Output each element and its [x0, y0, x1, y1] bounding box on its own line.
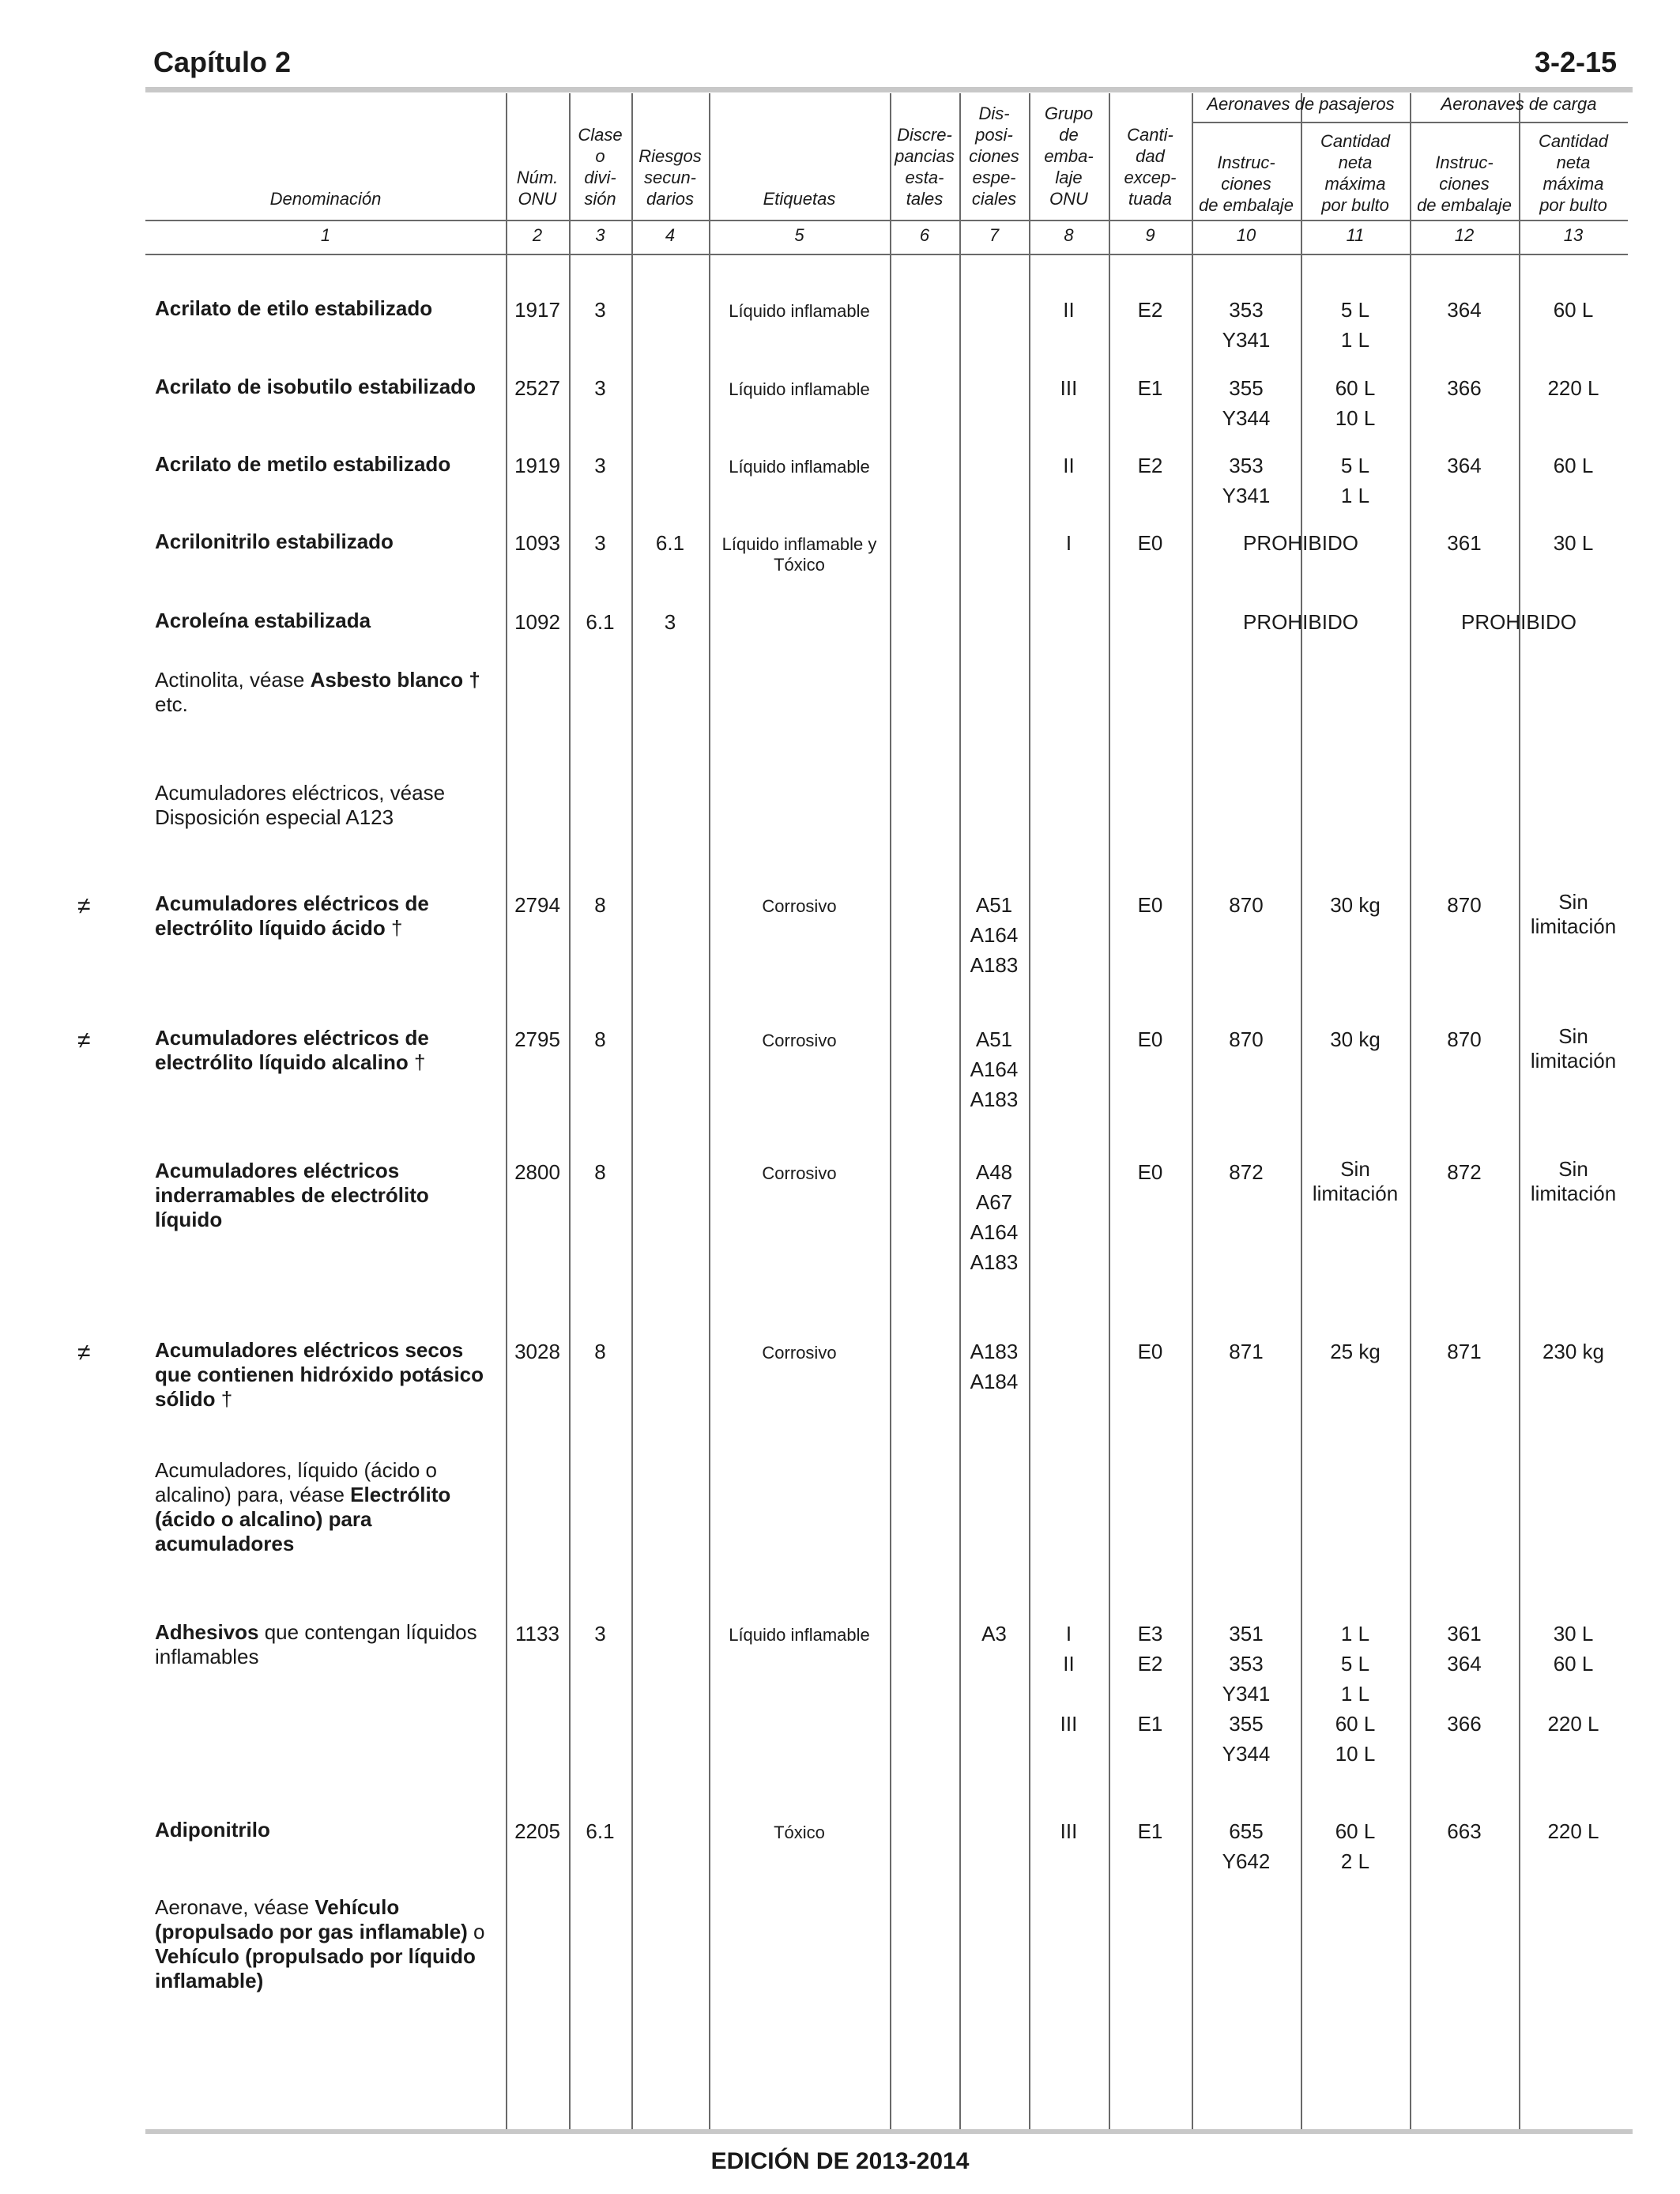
un-number: 2795: [514, 1027, 560, 1051]
pq-value: 60 L: [1335, 1712, 1376, 1736]
pi-value: 353: [1229, 298, 1264, 322]
un-number: 2527: [514, 376, 560, 400]
header-etiquetas: Etiquetas: [763, 189, 836, 209]
eq-value: E2: [1137, 298, 1163, 322]
revision-mark: ≠: [77, 893, 91, 919]
cq-value: Sin limitación: [1530, 1024, 1617, 1072]
pi-value: Y344: [1222, 1742, 1271, 1766]
column-number: 5: [794, 225, 804, 245]
eq-value: E0: [1137, 1340, 1163, 1363]
header-pasajeros: Aeronaves de pasajeros: [1207, 94, 1395, 114]
cq-value: Sin limitación: [1530, 890, 1617, 938]
column-number: 7: [989, 225, 1000, 245]
un-number: 1919: [514, 454, 560, 477]
column-number: 12: [1454, 225, 1475, 245]
hazard-label: Tóxico: [774, 1823, 825, 1842]
cq-value: 220 L: [1547, 1712, 1599, 1736]
pg-value: II: [1063, 454, 1075, 477]
sp-value: A67: [975, 1190, 1013, 1214]
passenger-prohibited: PROHIBIDO: [1243, 610, 1358, 634]
name-part: Vehículo (propulsado por líquido inflamable): [155, 1944, 476, 1992]
pg-value: III: [1060, 376, 1078, 400]
sp-value: A51: [975, 1027, 1013, 1051]
class-division: 6.1: [586, 1819, 615, 1843]
header-denominacion: Denominación: [269, 189, 382, 209]
pq-value: 1 L: [1340, 1682, 1370, 1706]
pi-value: Y341: [1222, 1682, 1271, 1706]
class-division: 6.1: [586, 610, 615, 634]
eq-value: E3: [1137, 1622, 1163, 1646]
substance-name: [155, 1458, 495, 1556]
eq-value: E1: [1137, 376, 1163, 400]
name-part: Adiponitrilo: [155, 1818, 270, 1842]
substance-name: [155, 1338, 495, 1412]
class-division: 3: [594, 298, 606, 322]
pg-value: III: [1060, 1819, 1078, 1843]
page-number: 3-2-15: [1534, 46, 1617, 78]
name-part: Acrilato de etilo estabilizado: [155, 296, 433, 320]
pq-value: 10 L: [1335, 406, 1376, 430]
top-rule: [145, 87, 1633, 92]
header-pass-cantidad: Cantidad neta máxima por bulto: [1320, 131, 1391, 215]
pq-value: 1 L: [1340, 484, 1370, 507]
class-division: 3: [594, 1622, 606, 1646]
sp-value: A184: [970, 1370, 1019, 1393]
cq-value: Sin limitación: [1530, 1157, 1617, 1205]
pq-value: 30 kg: [1330, 893, 1381, 917]
column-number: 8: [1064, 225, 1074, 245]
ci-value: 870: [1447, 893, 1482, 917]
name-part: Acrilato de isobutilo estabilizado: [155, 375, 476, 398]
name-part: Acumuladores eléctricos secos que contienen hidróxido potásico sólido: [155, 1338, 484, 1411]
pi-value: 870: [1229, 1027, 1264, 1051]
sp-value: A183: [970, 953, 1019, 977]
hazard-label: Líquido inflamable: [729, 1625, 870, 1645]
name-part: Acumuladores eléctricos de electrólito líquido alcalino: [155, 1026, 429, 1074]
ci-value: 871: [1447, 1340, 1482, 1363]
column-number: 3: [595, 225, 605, 245]
bottom-rule: [145, 2129, 1633, 2134]
class-division: 8: [594, 1340, 606, 1363]
cq-value: 230 kg: [1542, 1340, 1605, 1363]
hazard-label: Líquido inflamable: [729, 457, 870, 477]
name-part: †: [385, 916, 403, 940]
pq-value: 5 L: [1340, 454, 1370, 477]
revision-mark: ≠: [77, 1340, 91, 1366]
pi-value: 871: [1229, 1340, 1264, 1363]
sp-value: A183: [970, 1340, 1019, 1363]
name-part: Asbesto blanco †: [310, 668, 480, 692]
cq-value: 220 L: [1547, 1819, 1599, 1843]
ci-value: 361: [1447, 531, 1482, 555]
ci-value: 366: [1447, 376, 1482, 400]
pi-value: Y341: [1222, 328, 1271, 352]
pi-value: 351: [1229, 1622, 1264, 1646]
class-division: 3: [594, 531, 606, 555]
ci-value: 364: [1447, 1652, 1482, 1676]
name-part: Actinolita, véase: [155, 668, 311, 692]
column-number: 1: [320, 225, 331, 245]
header-disposiciones: Dis- posi- ciones espe- ciales: [969, 104, 1019, 209]
column-number: 9: [1145, 225, 1155, 245]
name-part: etc.: [155, 692, 188, 716]
ci-value: 366: [1447, 1712, 1482, 1736]
revision-mark: ≠: [77, 1027, 91, 1054]
name-part: †: [215, 1387, 233, 1411]
header-discrepancias: Discre- pancias esta- tales: [895, 125, 955, 209]
sp-value: A164: [970, 1057, 1019, 1081]
class-division: 8: [594, 1027, 606, 1051]
header-num-onu: Núm. ONU: [516, 168, 559, 209]
pi-value: Y341: [1222, 484, 1271, 507]
substance-name: [155, 1026, 495, 1075]
un-number: 1093: [514, 531, 560, 555]
eq-value: E2: [1137, 454, 1163, 477]
sp-value: A48: [975, 1160, 1013, 1184]
column-number: 2: [532, 225, 543, 245]
un-number: 1092: [514, 610, 560, 634]
pi-value: 655: [1229, 1819, 1264, 1843]
substance-name: [155, 530, 495, 554]
substance-name: [155, 781, 495, 830]
header-carga: Aeronaves de carga: [1441, 94, 1597, 114]
class-division: 8: [594, 893, 606, 917]
pq-value: 10 L: [1335, 1742, 1376, 1766]
hazard-label: Líquido inflamable y Tóxico: [721, 534, 877, 575]
eq-value: E0: [1137, 531, 1163, 555]
column-number: 6: [919, 225, 930, 245]
pi-value: 872: [1229, 1160, 1264, 1184]
un-number: 1917: [514, 298, 560, 322]
hazard-label: Corrosivo: [762, 1031, 837, 1050]
sp-value: A51: [975, 893, 1013, 917]
name-part: Acumuladores eléctricos inderramables de electrólito líquido: [155, 1159, 429, 1231]
substance-name: [155, 375, 495, 399]
un-number: 3028: [514, 1340, 560, 1363]
pq-value: 2 L: [1340, 1849, 1370, 1873]
sp-value: A164: [970, 1220, 1019, 1244]
ci-value: 364: [1447, 298, 1482, 322]
subsidiary-risk: 3: [664, 610, 676, 634]
header-pass-instrucciones: Instruc- ciones de embalaje: [1199, 153, 1294, 215]
header-grupo: Grupo de emba- laje ONU: [1044, 104, 1094, 209]
substance-name: [155, 296, 495, 321]
pq-value: 60 L: [1335, 1819, 1376, 1843]
substance-name: [155, 609, 495, 633]
cq-value: 60 L: [1553, 1652, 1594, 1676]
pq-value: Sin limitación: [1312, 1157, 1399, 1205]
sp-value: A183: [970, 1088, 1019, 1111]
un-number: 1133: [515, 1622, 559, 1646]
name-part: †: [408, 1050, 426, 1074]
ci-value: 361: [1447, 1622, 1482, 1646]
name-part: Acrilonitrilo estabilizado: [155, 530, 394, 553]
eq-value: E2: [1137, 1652, 1163, 1676]
pi-value: 355: [1229, 376, 1264, 400]
name-part: Acrilato de metilo estabilizado: [155, 452, 451, 476]
sp-value: A3: [981, 1622, 1007, 1646]
name-part: Acumuladores eléctricos, véase Disposición especial A123: [155, 781, 446, 829]
eq-value: E1: [1137, 1712, 1163, 1736]
header-cantidad-exceptuada: Canti- dad excep- tuada: [1124, 125, 1177, 209]
column-number: 10: [1236, 225, 1256, 245]
substance-name: [155, 452, 495, 477]
pi-value: Y642: [1222, 1849, 1271, 1873]
eq-value: E0: [1137, 893, 1163, 917]
eq-value: E1: [1137, 1819, 1163, 1843]
name-part: o: [467, 1920, 485, 1943]
substance-name: [155, 1159, 495, 1232]
column-number: 11: [1346, 225, 1365, 245]
pq-value: 1 L: [1340, 328, 1370, 352]
eq-value: E0: [1137, 1027, 1163, 1051]
ci-value: 872: [1447, 1160, 1482, 1184]
passenger-prohibited: PROHIBIDO: [1243, 531, 1358, 555]
pi-value: 353: [1229, 1652, 1264, 1676]
substance-name: [155, 668, 495, 717]
name-part: Acumuladores, líquido (ácido o alcalino) para, véase: [155, 1458, 437, 1506]
sp-value: A183: [970, 1250, 1019, 1274]
column-number: 4: [665, 225, 676, 245]
hazard-label: Líquido inflamable: [729, 379, 870, 399]
pq-value: 25 kg: [1330, 1340, 1381, 1363]
class-division: 3: [594, 376, 606, 400]
un-number: 2794: [514, 893, 560, 917]
pq-value: 30 kg: [1330, 1027, 1381, 1051]
name-part: Acumuladores eléctricos de electrólito líquido ácido: [155, 892, 429, 940]
un-number: 2800: [514, 1160, 560, 1184]
name-part: Aeronave, véase: [155, 1895, 315, 1919]
name-part: Electrólito (ácido o alcalino) para acumuladores: [155, 1483, 451, 1555]
substance-name: [155, 1895, 495, 1993]
pg-value: II: [1063, 1652, 1075, 1676]
pg-value: II: [1063, 298, 1075, 322]
substance-name: [155, 1818, 495, 1842]
name-part: Vehículo (propulsado por gas inflamable): [155, 1895, 468, 1943]
pg-value: I: [1065, 531, 1072, 555]
header-clase: Clase o divi- sión: [578, 125, 623, 209]
class-division: 3: [594, 454, 606, 477]
header-riesgos: Riesgos secun- darios: [638, 146, 702, 209]
pg-value: I: [1065, 1622, 1072, 1646]
pq-value: 60 L: [1335, 376, 1376, 400]
pq-value: 1 L: [1340, 1622, 1370, 1646]
cq-value: 60 L: [1553, 454, 1594, 477]
name-part: Acroleína estabilizada: [155, 609, 371, 632]
hazard-label: Corrosivo: [762, 1163, 837, 1183]
cargo-prohibited: PROHIBIDO: [1461, 610, 1576, 634]
header-cargo-cantidad: Cantidad neta máxima por bulto: [1538, 131, 1609, 215]
substance-name: [155, 892, 495, 941]
cq-value: 220 L: [1547, 376, 1599, 400]
eq-value: E0: [1137, 1160, 1163, 1184]
pi-value: 355: [1229, 1712, 1264, 1736]
pi-value: Y344: [1222, 406, 1271, 430]
edition-footer: EDICIÓN DE 2013-2014: [710, 2148, 970, 2174]
hazard-label: Líquido inflamable: [729, 301, 870, 321]
column-number: 13: [1563, 225, 1584, 245]
un-number: 2205: [514, 1819, 560, 1843]
ci-value: 663: [1447, 1819, 1482, 1843]
cq-value: 60 L: [1553, 298, 1594, 322]
header-cargo-instrucciones: Instruc- ciones de embalaje: [1417, 153, 1512, 215]
pq-value: 5 L: [1340, 1652, 1370, 1676]
pi-value: 870: [1229, 893, 1264, 917]
cq-value: 30 L: [1553, 1622, 1594, 1646]
name-part: Adhesivos: [155, 1620, 259, 1644]
cq-value: 30 L: [1553, 531, 1594, 555]
pq-value: 5 L: [1340, 298, 1370, 322]
sp-value: A164: [970, 923, 1019, 947]
pg-value: III: [1060, 1712, 1078, 1736]
name-part: que contengan líquidos inflamables: [155, 1620, 477, 1668]
subsidiary-risk: 6.1: [655, 531, 685, 555]
chapter-title: Capítulo 2: [153, 46, 292, 78]
hazard-label: Corrosivo: [762, 896, 837, 916]
substance-name: [155, 1620, 495, 1669]
class-division: 8: [594, 1160, 606, 1184]
ci-value: 364: [1447, 454, 1482, 477]
pi-value: 353: [1229, 454, 1264, 477]
ci-value: 870: [1447, 1027, 1482, 1051]
hazard-label: Corrosivo: [762, 1343, 837, 1363]
